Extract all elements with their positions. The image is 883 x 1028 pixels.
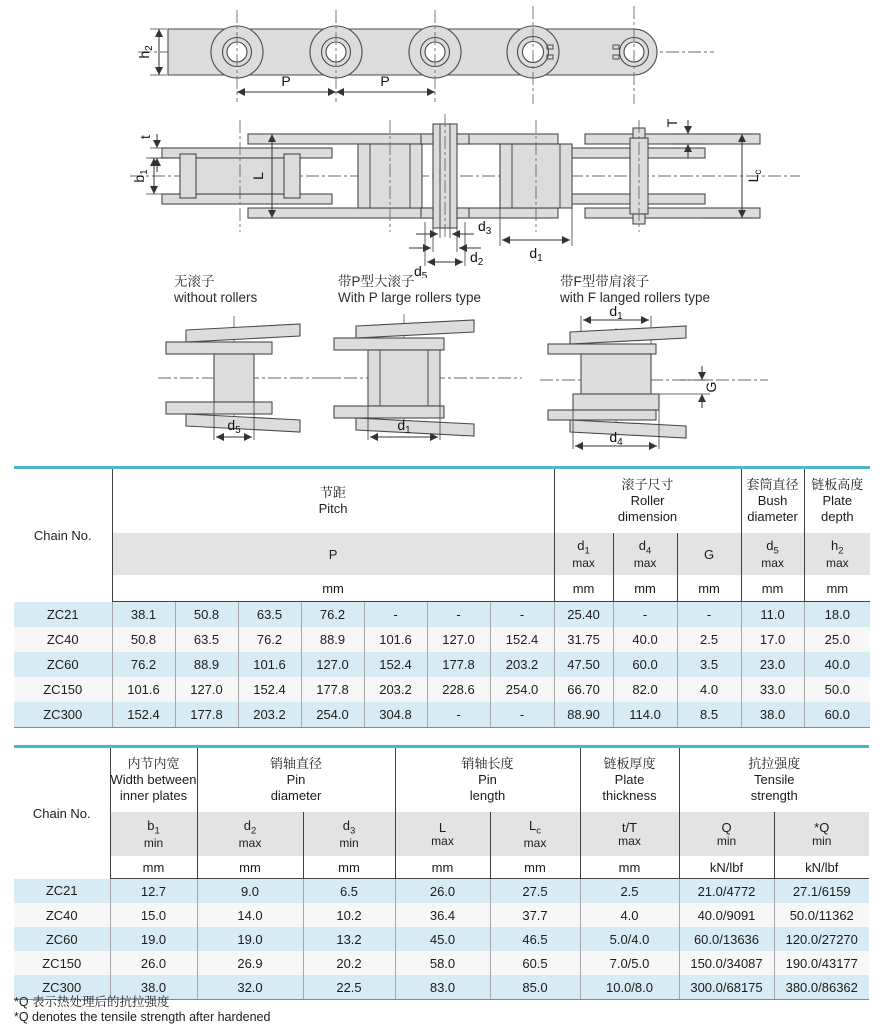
value-cell: 38.0 xyxy=(110,975,197,1000)
value-cell: 127.0 xyxy=(427,627,490,652)
chain-no-cell: ZC21 xyxy=(14,879,110,904)
footnotes xyxy=(14,995,270,1025)
value-cell: 4.0 xyxy=(677,677,741,702)
chain-no-cell: ZC40 xyxy=(14,627,112,652)
table-row xyxy=(14,879,869,904)
value-cell: - xyxy=(613,602,677,628)
value-cell: 203.2 xyxy=(238,702,301,728)
value-cell: 15.0 xyxy=(110,903,197,927)
value-cell: 12.7 xyxy=(110,879,197,904)
table-row xyxy=(14,927,869,951)
chain-no-cell: ZC300 xyxy=(14,702,112,728)
value-cell: 50.8 xyxy=(112,627,175,652)
table-row xyxy=(14,652,870,677)
chain-no-cell: ZC40 xyxy=(14,903,110,927)
variant-f-flanged-rollers xyxy=(540,274,780,457)
col-group-pin-length: 销轴长度 Pin length xyxy=(395,747,580,813)
value-cell: 150.0/34087 xyxy=(679,951,774,975)
subheader-l: L max xyxy=(395,812,490,856)
unit-cell: mm xyxy=(613,575,677,602)
chain-no-cell: ZC60 xyxy=(14,652,112,677)
subheader-d1: $d_1$ max xyxy=(554,533,613,575)
pin-strength-table xyxy=(14,745,869,1000)
value-cell: 40.0/9091 xyxy=(679,903,774,927)
value-cell: - xyxy=(427,702,490,728)
subheader-d5: $d_5$ max xyxy=(741,533,804,575)
value-cell: 8.5 xyxy=(677,702,741,728)
variant-title-zh: 带P型大滚子 xyxy=(338,274,415,289)
value-cell: - xyxy=(490,602,554,628)
roller-flange xyxy=(573,394,659,410)
dim-label-g: G xyxy=(703,381,719,393)
value-cell: 50.0/11362 xyxy=(789,907,854,923)
col-group-pitch: 节距 Pitch xyxy=(112,468,554,534)
value-cell: 10.0/8.0 xyxy=(580,975,679,1000)
value-cell: 58.0 xyxy=(395,951,490,975)
value-cell: 25.40 xyxy=(554,602,613,628)
dim-label-d5-variant: $d_5$ xyxy=(227,417,241,436)
value-cell: - xyxy=(677,602,741,628)
dim-label-d4: $d_4$ xyxy=(609,429,623,448)
variant-diagram-p-rollers xyxy=(322,306,532,452)
value-cell: 26.0 xyxy=(395,879,490,904)
dim-label-d1-variant: $d_1$ xyxy=(397,417,411,436)
footnote-en: *Q denotes the tensile strength after hardened xyxy=(14,1010,271,1024)
value-cell: 203.2 xyxy=(490,652,554,677)
value-cell: 63.5 xyxy=(238,602,301,628)
value-cell: 40.0 xyxy=(613,627,677,652)
col-group-plate-depth: 链板高度 Plate depth xyxy=(804,468,870,534)
value-cell: 18.0 xyxy=(824,607,850,622)
chain-no-cell: ZC300 xyxy=(14,975,110,1000)
value-cell: 36.4 xyxy=(395,903,490,927)
value-cell: 47.50 xyxy=(554,652,613,677)
pitch-roller-table xyxy=(14,466,870,728)
roller-variants-section xyxy=(0,274,883,464)
value-cell: 66.70 xyxy=(554,677,613,702)
unit-cell: mm xyxy=(110,856,197,879)
value-cell: 46.5 xyxy=(490,927,580,951)
value-cell: 88.9 xyxy=(175,652,238,677)
value-cell: 152.4 xyxy=(490,627,554,652)
variant-diagram-f-rollers xyxy=(540,306,780,452)
chain-no-cell: ZC21 xyxy=(14,602,112,628)
value-cell: 38.0 xyxy=(741,702,804,728)
subheader-g: G xyxy=(677,533,741,575)
value-cell: 254.0 xyxy=(490,677,554,702)
col-group-inner-width: 内节内宽 Width between inner plates xyxy=(110,747,197,813)
value-cell: 76.2 xyxy=(301,602,364,628)
col-header-chain-no: Chain No. xyxy=(14,468,112,602)
variant-without-rollers xyxy=(158,274,348,457)
value-cell: - xyxy=(364,602,427,628)
dim-label-l: L xyxy=(250,172,266,180)
roller xyxy=(368,350,440,406)
dim-label-d2: $d_2$ xyxy=(470,249,484,268)
subheader-lc: $L_c$ max xyxy=(490,812,580,856)
value-cell: 19.0 xyxy=(110,927,197,951)
value-cell: 101.6 xyxy=(112,677,175,702)
dim-label-t: t xyxy=(137,135,153,139)
value-cell: 101.6 xyxy=(238,652,301,677)
value-cell: 127.0 xyxy=(301,652,364,677)
value-cell: 177.8 xyxy=(427,652,490,677)
col-group-pin-diameter: 销轴直径 Pin diameter xyxy=(197,747,395,813)
value-cell: 88.90 xyxy=(554,702,613,728)
unit-cell: mm xyxy=(580,856,679,879)
value-cell: 11.0 xyxy=(741,602,804,628)
value-cell: 177.8 xyxy=(301,677,364,702)
value-cell: 85.0 xyxy=(490,975,580,1000)
value-cell: 83.0 xyxy=(395,975,490,1000)
value-cell: 254.0 xyxy=(301,702,364,728)
dim-label-d3: $d_3$ xyxy=(478,218,492,237)
unit-cell: mm xyxy=(303,856,395,879)
value-cell: 4.0 xyxy=(580,903,679,927)
value-cell: 177.8 xyxy=(175,702,238,728)
value-cell: 152.4 xyxy=(112,702,175,728)
value-cell: 60.0/13636 xyxy=(679,927,774,951)
value-cell: 5.0/4.0 xyxy=(580,927,679,951)
value-cell: 23.0 xyxy=(741,652,804,677)
value-cell: 13.2 xyxy=(303,927,395,951)
value-cell: 31.75 xyxy=(554,627,613,652)
value-cell: 190.0/43177 xyxy=(785,955,858,971)
value-cell: 152.4 xyxy=(364,652,427,677)
value-cell: 32.0 xyxy=(197,975,303,1000)
subheader-p: P xyxy=(112,533,554,575)
unit-cell: kN/lbf xyxy=(774,856,869,879)
dim-label-p-1: P xyxy=(281,73,291,89)
col-header-chain-no: Chain No. xyxy=(14,747,110,879)
col-group-roller-dimension: 滚子尺寸 Roller dimension xyxy=(554,468,741,534)
dim-label-b1: $b_1$ xyxy=(131,169,150,183)
dim-label-t-capital: T xyxy=(664,118,680,128)
table-row xyxy=(14,702,870,728)
value-cell: 114.0 xyxy=(613,702,677,728)
subheader-d4: $d_4$ max xyxy=(613,533,677,575)
value-cell: - xyxy=(490,702,554,728)
value-cell: 7.0/5.0 xyxy=(580,951,679,975)
variant-title-en: with F langed rollers type xyxy=(560,290,711,305)
chain-no-cell: ZC150 xyxy=(14,951,110,975)
unit-cell: mm xyxy=(804,575,870,602)
value-cell: 304.8 xyxy=(364,702,427,728)
value-cell: 127.0 xyxy=(175,677,238,702)
unit-cell: mm xyxy=(395,856,490,879)
value-cell: 27.1/6159 xyxy=(792,883,851,899)
value-cell: 380.0/86362 xyxy=(774,975,869,1000)
value-cell: 60.0 xyxy=(613,652,677,677)
col-group-bush-diameter: 套筒直径 Bush diameter xyxy=(741,468,804,534)
variant-title-en: without rollers xyxy=(174,290,258,305)
dim-label-d1: $d_1$ xyxy=(529,245,543,264)
col-group-plate-thickness: 链板厚度 Plate thickness xyxy=(580,747,679,813)
value-cell: 19.0 xyxy=(197,927,303,951)
subheader-d2: $d_2$ max xyxy=(197,812,303,856)
variant-p-large-rollers xyxy=(322,274,532,457)
pin-table-body xyxy=(14,879,869,1000)
unit-cell: mm xyxy=(677,575,741,602)
unit-cell: mm xyxy=(490,856,580,879)
table-row xyxy=(14,677,870,702)
dim-label-p-2: P xyxy=(380,73,390,89)
value-cell: 26.0 xyxy=(110,951,197,975)
dim-label-d5: $d_5$ xyxy=(414,263,428,278)
value-cell: 88.9 xyxy=(301,627,364,652)
value-cell: 82.0 xyxy=(613,677,677,702)
variant-title-zh: 无滚子 xyxy=(174,274,215,289)
value-cell: - xyxy=(427,602,490,628)
value-cell: 37.7 xyxy=(490,903,580,927)
chain-side-view-diagram xyxy=(0,110,883,278)
variant-diagram-without-rollers xyxy=(158,306,348,452)
chain-top-view-diagram xyxy=(0,2,883,114)
value-cell: 2.5 xyxy=(677,627,741,652)
subheader-q: Q min xyxy=(679,812,774,856)
value-cell: 2.5 xyxy=(580,879,679,904)
value-cell: 40.0 xyxy=(824,657,850,672)
value-cell: 101.6 xyxy=(364,627,427,652)
value-cell: 76.2 xyxy=(112,652,175,677)
dim-label-d1-top: $d_1$ xyxy=(609,306,623,322)
value-cell: 20.2 xyxy=(303,951,395,975)
value-cell: 38.1 xyxy=(112,602,175,628)
value-cell: 33.0 xyxy=(741,677,804,702)
value-cell: 10.2 xyxy=(303,903,395,927)
bush xyxy=(214,354,254,402)
value-cell: 26.9 xyxy=(197,951,303,975)
value-cell: 50.8 xyxy=(175,602,238,628)
subheader-d3: $d_3$ min xyxy=(303,812,395,856)
value-cell: 17.0 xyxy=(741,627,804,652)
value-cell: 3.5 xyxy=(677,652,741,677)
footnote-zh: *Q 表示热处理后的抗拉强度 xyxy=(14,995,170,1009)
g-dimension xyxy=(659,366,719,408)
value-cell: 9.0 xyxy=(197,879,303,904)
value-cell: 45.0 xyxy=(395,927,490,951)
unit-cell: mm xyxy=(554,575,613,602)
value-cell: 228.6 xyxy=(427,677,490,702)
pitch-table-body xyxy=(14,602,870,728)
subheader-b1: $b_1$ min xyxy=(110,812,197,856)
value-cell: 25.0 xyxy=(824,632,850,647)
table-row xyxy=(14,627,870,652)
value-cell: 152.4 xyxy=(238,677,301,702)
roller-body xyxy=(581,354,651,394)
table-row xyxy=(14,903,869,927)
table-row xyxy=(14,602,870,628)
value-cell: 14.0 xyxy=(197,903,303,927)
unit-cell: kN/lbf xyxy=(679,856,774,879)
value-cell: 60.5 xyxy=(490,951,580,975)
value-cell: 50.0 xyxy=(824,682,850,697)
col-group-tensile-strength: 抗拉强度 Tensile strength xyxy=(679,747,869,813)
chain-no-cell: ZC150 xyxy=(14,677,112,702)
dim-label-lc: $L_c$ xyxy=(745,169,764,183)
unit-cell: mm xyxy=(197,856,303,879)
variant-title-en: With P large rollers type xyxy=(338,290,482,305)
value-cell: 120.0/27270 xyxy=(785,931,858,947)
value-cell: 27.5 xyxy=(490,879,580,904)
variant-title-zh: 带F型带肩滚子 xyxy=(560,274,650,289)
dim-label-h2: $h_2$ xyxy=(136,45,155,59)
value-cell: 22.5 xyxy=(303,975,395,1000)
value-cell: 76.2 xyxy=(238,627,301,652)
value-cell: 203.2 xyxy=(364,677,427,702)
subheader-t-over-t: t/T max xyxy=(580,812,679,856)
value-cell: 21.0/4772 xyxy=(679,879,774,904)
value-cell: 6.5 xyxy=(303,879,395,904)
table-row xyxy=(14,951,869,975)
unit-cell: mm xyxy=(741,575,804,602)
value-cell: 60.0 xyxy=(804,702,870,728)
unit-cell: mm xyxy=(112,575,554,602)
chain-no-cell: ZC60 xyxy=(14,927,110,951)
subheader-h2: $h_2$ max xyxy=(804,533,870,575)
value-cell: 63.5 xyxy=(175,627,238,652)
subheader-q-hardened: *Q min xyxy=(774,812,869,856)
value-cell: 300.0/68175 xyxy=(679,975,774,1000)
